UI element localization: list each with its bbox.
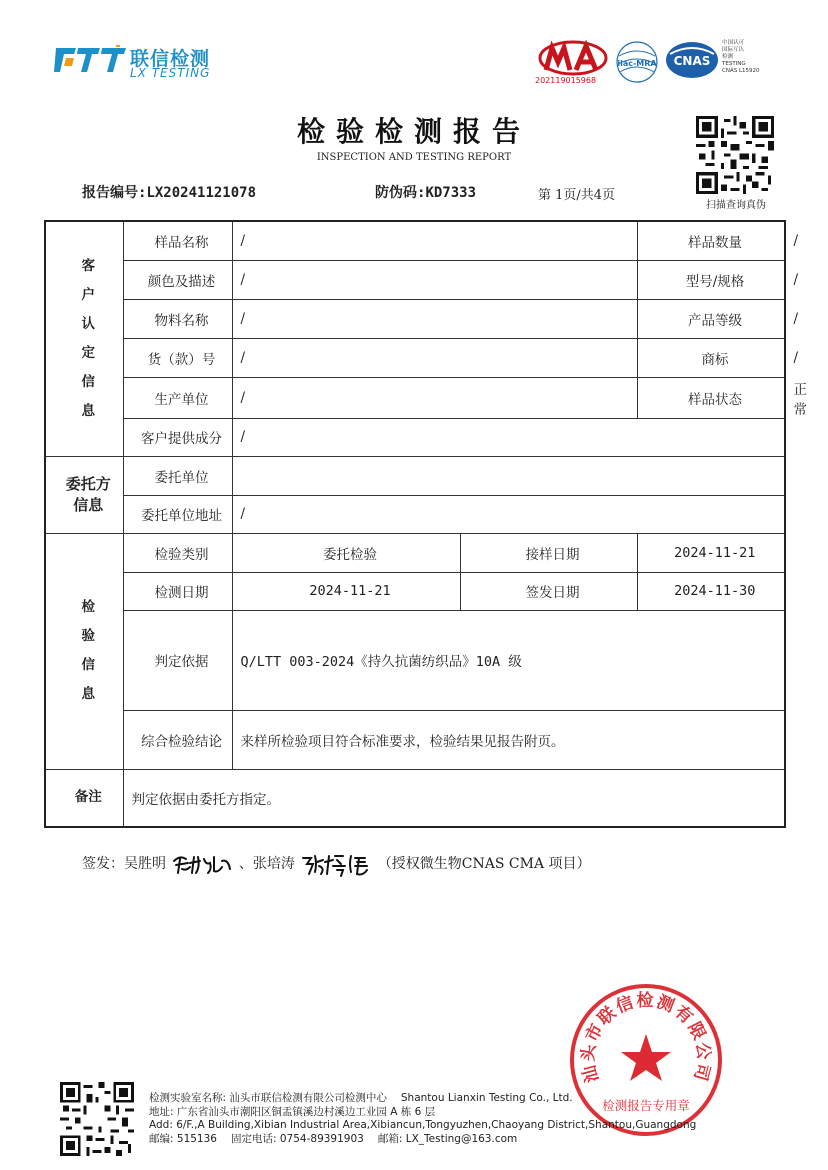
entrust-address-value: / [232,495,785,533]
client-section-title: 客 户 认 定 信 息 [45,221,123,456]
entrust-unit-value [232,456,785,495]
test-date-value: 2024-11-21 [232,572,460,610]
table-row: 颜色及描述 / 型号/规格 / [45,260,785,299]
model-spec-label: 型号/规格 [637,260,785,299]
cma-cert-number: 202119015968 [535,76,597,85]
composition-value: / [232,418,785,456]
entrust-section-title: 委托方 信息 [45,456,123,533]
report-title-cn: 检验检测报告 [296,115,531,148]
sample-qty-label: 样品数量 [637,221,785,260]
table-row: 客 户 认 定 信 息 样品名称 / 样品数量 / [45,221,785,260]
manufacturer-value: / [232,377,637,418]
trademark-label: 商标 [637,338,785,377]
remarks-value: 判定依据由委托方指定。 [123,769,785,827]
svg-text:ilac-MRA: ilac-MRA [617,59,657,68]
table-row [45,533,785,572]
signature-line: 签发：吴胜明 、张培涛 （授权微生物CNAS CMA 项目） [82,850,591,878]
table-row [45,495,785,533]
entrust-address-label: 委托单位地址 [123,495,232,533]
cnas-cert-text: 中国认可 国际互认 检测 TESTING CNAS L15920 [722,40,760,74]
table-row [45,572,785,610]
footer-email[interactable]: LX_Testing@163.com [405,1132,518,1145]
logo-text-cn: 联信检测 [130,48,211,70]
issue-date-value: 2024-11-30 [637,572,785,610]
color-desc-label: 颜色及描述 [123,260,232,299]
product-grade-label: 产品等级 [637,299,785,338]
table-row [45,418,785,456]
table-row: 物料名称 / 产品等级 / [45,299,785,338]
report-number: 报告编号:LX20241121078 [82,185,257,201]
item-number-label: 货（款）号 [123,338,232,377]
inspection-type-value: 委托检验 [232,533,460,572]
judgment-basis-label: 判定依据 [123,610,232,710]
sample-status-label: 样品状态 [637,377,785,418]
receive-date-value: 2024-11-21 [637,533,785,572]
table-row [45,769,785,827]
report-table [44,220,808,828]
manufacturer-label: 生产单位 [123,377,232,418]
footer-address-en: Add: 6/F.,A Building,Xibian Industrial Area,Xibiancun,Tongyuzhen,Chaoyang District,Shantou,Guangdong [149,1119,697,1131]
composition-label: 客户提供成分 [123,418,232,456]
judgment-basis-value: Q/LTT 003-2024《持久抗菌纺织品》10A 级 [232,610,785,710]
qr-caption: 扫描查询真伪 [706,200,766,211]
seal-bottom-text: 检测报告专用章 [602,1098,690,1113]
table-row [45,610,785,710]
seal-star-icon [621,1034,671,1081]
footer-contact [149,1092,696,1146]
sample-name-label: 样品名称 [123,221,232,260]
logo-text-en: LX TESTING [130,66,211,80]
table-row: 货（款）号 / 商标 / [45,338,785,377]
report-title-en: INSPECTION AND TESTING REPORT [316,152,512,163]
material-name-value: / [232,299,637,338]
ilac-mra-icon [614,40,660,84]
footer-contact-line: 邮编: 515136 固定电话: 0754-89391903 邮箱: LX_Testing@163.com [149,1132,518,1145]
verify-qr-code[interactable] [696,116,774,194]
test-date-label: 检测日期 [123,572,232,610]
table-row [45,710,785,769]
cnas-cert-icon [664,40,720,80]
inspection-type-label: 检验类别 [123,533,232,572]
color-desc-value: / [232,260,637,299]
remarks-title: 备注 [45,769,123,827]
page-info: 第 1页/共4页 [538,188,616,203]
receive-date-label: 接样日期 [460,533,637,572]
inspection-section-title: 检 验 信 息 [45,533,123,769]
entrust-unit-label: 委托单位 [123,456,232,495]
signature-wu-image [170,851,234,877]
seal-ring-text: 汕头市联信检测有限公司 [578,991,714,1085]
company-logo-mark [54,42,128,78]
anti-fake-code: 防伪码:KD7333 [375,185,477,201]
footer-lab-line: 检测实验室名称: 汕头市联信检测有限公司检测中心 Shantou Lianxin Testing Co., Ltd. [149,1092,573,1104]
material-name-label: 物料名称 [123,299,232,338]
footer-address-cn: 地址: 广东省汕头市潮阳区铜盂镇溪边村溪边工业园 A 栋 6 层 [149,1105,436,1118]
item-number-value: / [232,338,637,377]
sample-name-value: / [232,221,637,260]
conclusion-value: 来样所检验项目符合标准要求，检验结果见报告附页。 [232,710,785,769]
conclusion-label: 综合检验结论 [123,710,232,769]
footer-qr-code[interactable] [60,1082,134,1156]
cnas-label: CNAS [673,54,711,68]
table-row [45,456,785,495]
issue-date-label: 签发日期 [460,572,637,610]
table-row: 生产单位 / 样品状态 正常 [45,377,785,418]
signature-zhang-image [299,850,373,878]
